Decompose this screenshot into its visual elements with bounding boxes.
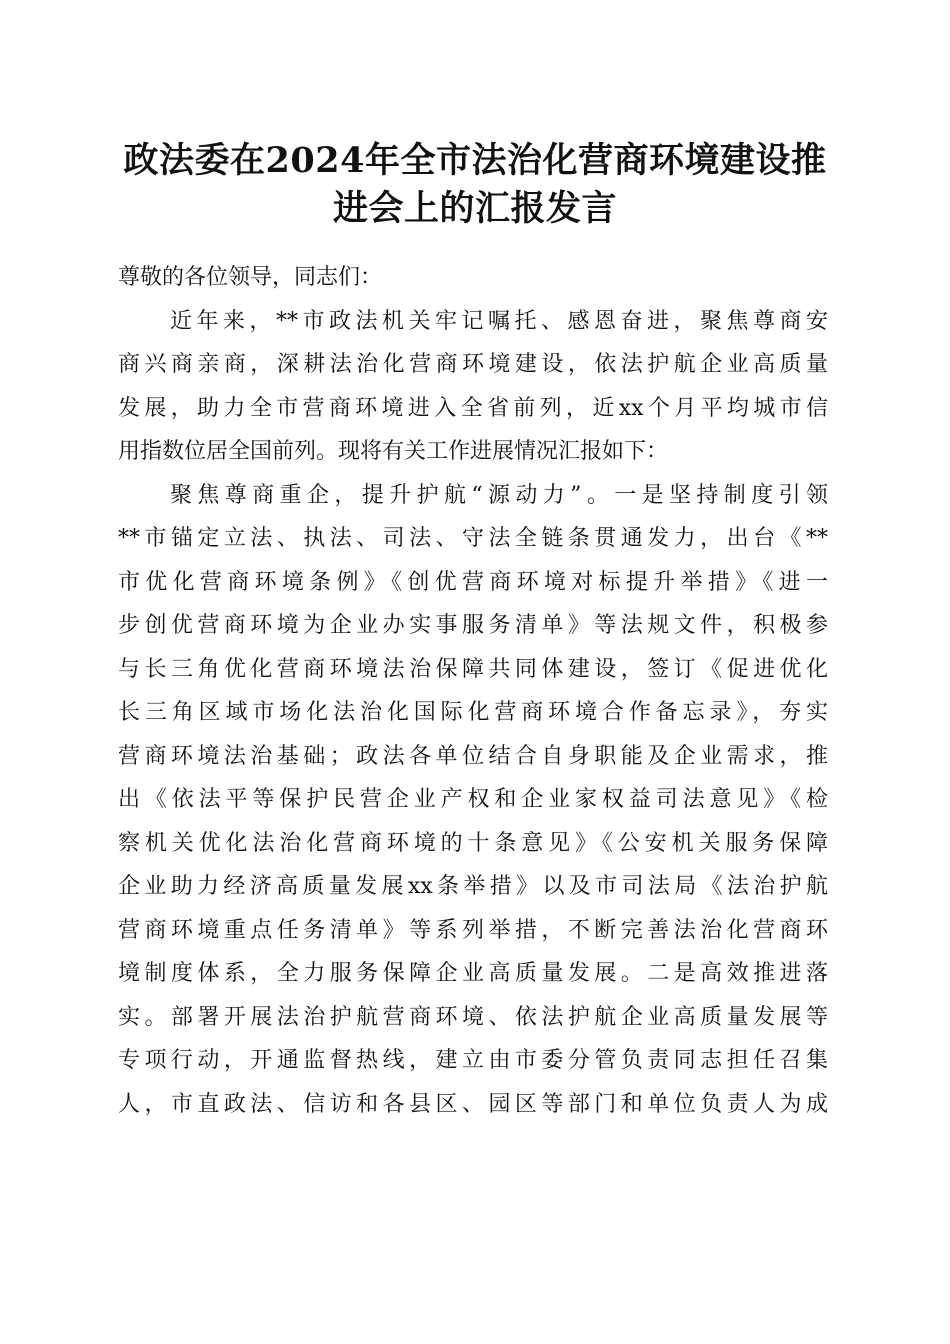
paragraph-line: 专项行动，开通监督热线，建立由市委分管负责同志担任召集 bbox=[118, 1048, 828, 1073]
paragraph-line: 用指数位居全国前列。现将有关工作进展情况汇报如下： bbox=[118, 439, 669, 464]
paragraph-line: 境制度体系，全力服务保障企业高质量发展。二是高效推进落 bbox=[118, 961, 828, 986]
paragraph-line: 人，市直政法、信访和各县区、园区等部门和单位负责人为成 bbox=[118, 1091, 828, 1117]
document-body bbox=[118, 256, 828, 1126]
paragraph-line: 发展，助力全市营商环境进入全省前列，近xx个月平均城市信 bbox=[118, 395, 828, 421]
title-line: 进会上的汇报发言 bbox=[332, 188, 617, 229]
paragraph-line: 近年来，**市政法机关牢记嘱托、感恩奋进，聚焦尊商安 bbox=[170, 308, 828, 334]
paragraph-line: 营商环境法治基础；政法各单位结合自身职能及企业需求，推 bbox=[118, 743, 828, 769]
paragraph-line: **市锚定立法、执法、司法、守法全链条贯通发力，出台《** bbox=[118, 526, 828, 551]
paragraph-line: 企业助力经济高质量发展xx条举措》以及市司法局《法治护航 bbox=[118, 874, 828, 899]
paragraph-line: 商兴商亲商，深耕法治化营商环境建设，依法护航企业高质量 bbox=[118, 352, 828, 377]
paragraph-line: 实。部署开展法治护航营商环境、依法护航企业高质量发展等 bbox=[118, 1004, 828, 1030]
paragraph-line: 与长三角优化营商环境法治保障共同体建设，签订《促进优化 bbox=[118, 656, 828, 682]
paragraph-line: 察机关优化法治化营商环境的十条意见》《公安机关服务保障 bbox=[118, 830, 828, 856]
greeting: 尊敬的各位领导，同志们： bbox=[118, 265, 383, 290]
document-title bbox=[0, 137, 950, 233]
paragraph-line: 步创优营商环境为企业办实事服务清单》等法规文件，积极参 bbox=[118, 613, 828, 638]
paragraph-line: 长三角区域市场化法治化国际化营商环境合作备忘录》，夯实 bbox=[118, 700, 828, 725]
paragraph-line: 市优化营商环境条例》《创优营商环境对标提升举措》《进一 bbox=[118, 569, 828, 595]
paragraph-line: 聚焦尊商重企，提升护航“源动力”。一是坚持制度引领 bbox=[170, 482, 828, 508]
paragraph-line: 营商环境重点任务清单》等系列举措，不断完善法治化营商环 bbox=[118, 917, 828, 943]
paragraph-line: 出《依法平等保护民营企业产权和企业家权益司法意见》《检 bbox=[118, 787, 828, 812]
title-line: 政法委在2024年全市法治化营商环境建设推 bbox=[123, 140, 827, 181]
